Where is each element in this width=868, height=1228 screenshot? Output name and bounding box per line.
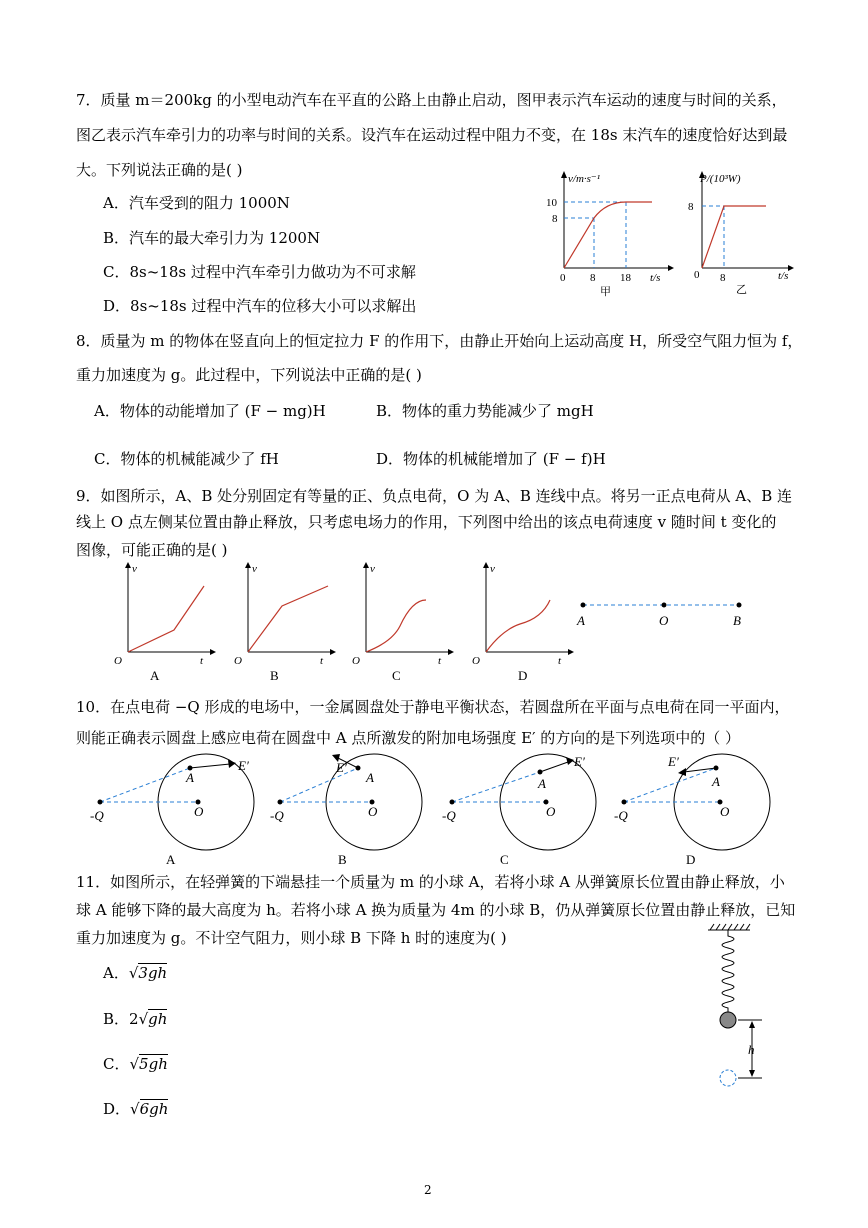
radical-icon: √ — [129, 1055, 140, 1073]
q10-c-label: C — [500, 852, 509, 867]
q10-stem-line2: 则能正确表示圆盘上感应电荷在圆盘中 A 点所激发的附加电场强度 E′ 的方向的是下列选项中的（ ） — [76, 729, 741, 747]
q7-option-b: B．汽车的最大牵引力为 1200N — [103, 229, 321, 247]
q11-stem-line3: 重力加速度为 g。不计空气阻力，则小球 B 下降 h 时的速度为( ) — [76, 929, 507, 947]
q7-yi-x0: 0 — [694, 269, 700, 281]
q9-graph-c-v: v — [370, 563, 375, 575]
radical-icon: √ — [130, 1100, 140, 1118]
q10-c-o: O — [546, 804, 556, 819]
q10-c-q: -Q — [442, 808, 456, 823]
q7-yi-x8: 8 — [720, 272, 726, 284]
q10-c-a: A — [538, 776, 546, 791]
q7-figure-jia — [540, 168, 680, 298]
q7-jia-x0: 0 — [560, 272, 566, 284]
q9-point-a: A — [577, 613, 585, 628]
q11-option-d — [103, 1099, 168, 1119]
q8-option-d: D．物体的机械能增加了 (F − f)H — [376, 450, 606, 468]
q9-graph-d-t: t — [558, 655, 562, 667]
q11-option-b-letter: B． — [103, 1010, 130, 1028]
q11-stem-line2: 球 A 能够下降的最大高度为 h。若将小球 A 换为质量为 4m 的小球 B，仍从弹簧原长位置由静止释放，已知 — [76, 901, 796, 919]
q8-option-b: B．物体的重力势能减少了 mgH — [376, 402, 594, 420]
q10-a-label: A — [166, 852, 176, 867]
q9-graph-d — [470, 560, 575, 685]
q9-graph-b-v: v — [252, 563, 257, 575]
q8-option-a: A．物体的动能增加了 (F − mg)H — [94, 402, 326, 420]
q7-option-d: D．8s~18s 过程中汽车的位移大小可以求解出 — [103, 297, 417, 315]
q9-graph-d-v: v — [490, 563, 495, 575]
q7-yi-caption: 乙 — [736, 284, 747, 296]
q9-point-o: O — [659, 613, 669, 628]
page-number: 2 — [424, 1183, 432, 1197]
q9-stem-line2: 线上 O 点左侧某位置由静止释放，只考虑电场力的作用，下列图中给出的该点电荷速度 v 随时间 t 变化的 — [76, 513, 777, 531]
q11-option-b-radicand: gh — [148, 1010, 168, 1028]
q7-jia-x8: 8 — [590, 272, 596, 284]
q10-d-e: E′ — [668, 754, 679, 769]
q11-stem-line1: 11．如图所示，在轻弹簧的下端悬挂一个质量为 m 的小球 A，若将小球 A 从弹簧原长位置由静止释放，小 — [76, 873, 785, 891]
radical-icon: √ — [138, 1010, 149, 1028]
q7-yi-xlabel: t/s — [778, 270, 789, 282]
q9-charge-line — [575, 595, 755, 635]
q10-d-q: -Q — [614, 808, 628, 823]
q7-option-a: A．汽车受到的阻力 1000N — [103, 194, 290, 212]
q9-graph-d-label: D — [518, 668, 528, 683]
ball-icon — [720, 1012, 736, 1028]
q11-option-c — [103, 1054, 168, 1074]
q9-graph-b — [232, 560, 337, 685]
q11-option-a — [103, 963, 167, 983]
q7-stem-line3: 大。下列说法正确的是( ) — [76, 161, 243, 179]
q9-stem-line1: 9．如图所示，A、B 处分别固定有等量的正、负点电荷，O 为 A、B 连线中点。将另一正点电荷从 A、B 连 — [76, 487, 793, 505]
q9-graph-a-v: v — [132, 563, 137, 575]
q10-figure-b — [268, 752, 428, 868]
q9-graph-a — [112, 560, 217, 685]
q9-graph-b-t: t — [320, 655, 324, 667]
q9-graph-a-label: A — [150, 668, 160, 683]
q9-graph-a-o: O — [114, 655, 122, 667]
q11-option-d-radicand: 6gh — [139, 1100, 169, 1118]
q10-figure-a — [88, 752, 248, 868]
q10-c-e: E′ — [574, 754, 585, 769]
spring-icon — [722, 930, 734, 1012]
q10-b-q: -Q — [270, 808, 284, 823]
q11-option-a-radicand: 3gh — [138, 964, 168, 982]
q9-graph-c-o: O — [352, 655, 360, 667]
q10-a-e: E′ — [238, 758, 249, 773]
q7-jia-ylabel: v/m·s⁻¹ — [568, 173, 601, 185]
q7-jia-y10: 10 — [546, 197, 557, 209]
q9-graph-b-label: B — [270, 668, 279, 683]
q10-b-a: A — [366, 770, 374, 785]
q9-graph-d-o: O — [472, 655, 480, 667]
q11-option-b — [103, 1009, 167, 1029]
q10-d-o: O — [720, 804, 730, 819]
q10-a-a: A — [186, 770, 194, 785]
q7-yi-y8: 8 — [688, 201, 694, 213]
radical-icon: √ — [128, 964, 139, 982]
q10-d-label: D — [686, 852, 696, 867]
q9-graph-c — [350, 560, 455, 685]
q10-stem-line1: 10．在点电荷 −Q 形成的电场中，一金属圆盘处于静电平衡状态，若圆盘所在平面与点电荷在同一平面内， — [76, 698, 790, 716]
q7-stem-line1: 7．质量 m＝200kg 的小型电动汽车在平直的公路上由静止启动，图甲表示汽车运动的速度与时间的关系， — [76, 91, 787, 109]
q7-option-c: C．8s~18s 过程中汽车牵引力做功为不可求解 — [103, 263, 416, 281]
q9-stem-line3: 图像，可能正确的是( ) — [76, 541, 228, 559]
q7-figure-yi — [680, 168, 810, 298]
q9-point-b: B — [733, 613, 741, 628]
q11-option-c-letter: C． — [103, 1055, 130, 1073]
q10-b-e: E′ — [336, 760, 347, 775]
q7-jia-xlabel: t/s — [650, 272, 661, 284]
q11-option-c-radicand: 5gh — [139, 1055, 168, 1073]
q11-h-label: h — [748, 1042, 755, 1057]
q10-figure-c — [440, 752, 600, 868]
q9-graph-c-t: t — [438, 655, 442, 667]
q10-a-q: -Q — [90, 808, 104, 823]
q8-stem-line1: 8．质量为 m 的物体在竖直向上的恒定拉力 F 的作用下，由静止开始向上运动高度 H，所受空气阻力恒为 f， — [76, 332, 803, 350]
q10-a-o: O — [194, 804, 204, 819]
q9-graph-c-label: C — [392, 668, 401, 683]
q7-jia-caption: 甲 — [600, 286, 611, 298]
q11-spring-figure — [700, 924, 780, 1094]
q10-b-o: O — [368, 804, 378, 819]
q10-d-a: A — [712, 774, 720, 789]
q10-figure-d — [612, 752, 772, 868]
q7-jia-y8: 8 — [552, 213, 558, 225]
q7-yi-ylabel: P/(10³W) — [700, 173, 741, 185]
q9-graph-a-t: t — [200, 655, 204, 667]
q11-option-b-coef: 2 — [129, 1010, 139, 1028]
q7-stem-line2: 图乙表示汽车牵引力的功率与时间的关系。设汽车在运动过程中阻力不变，在 18s 末汽车的速度恰好达到最 — [76, 126, 788, 144]
q11-option-d-letter: D． — [103, 1100, 131, 1118]
q7-jia-x18: 18 — [620, 272, 631, 284]
q8-option-c: C．物体的机械能减少了 fH — [94, 450, 279, 468]
q9-graph-b-o: O — [234, 655, 242, 667]
q11-option-a-letter: A． — [103, 964, 129, 982]
q8-stem-line2: 重力加速度为 g。此过程中，下列说法中正确的是( ) — [76, 366, 422, 384]
q10-b-label: B — [338, 852, 347, 867]
